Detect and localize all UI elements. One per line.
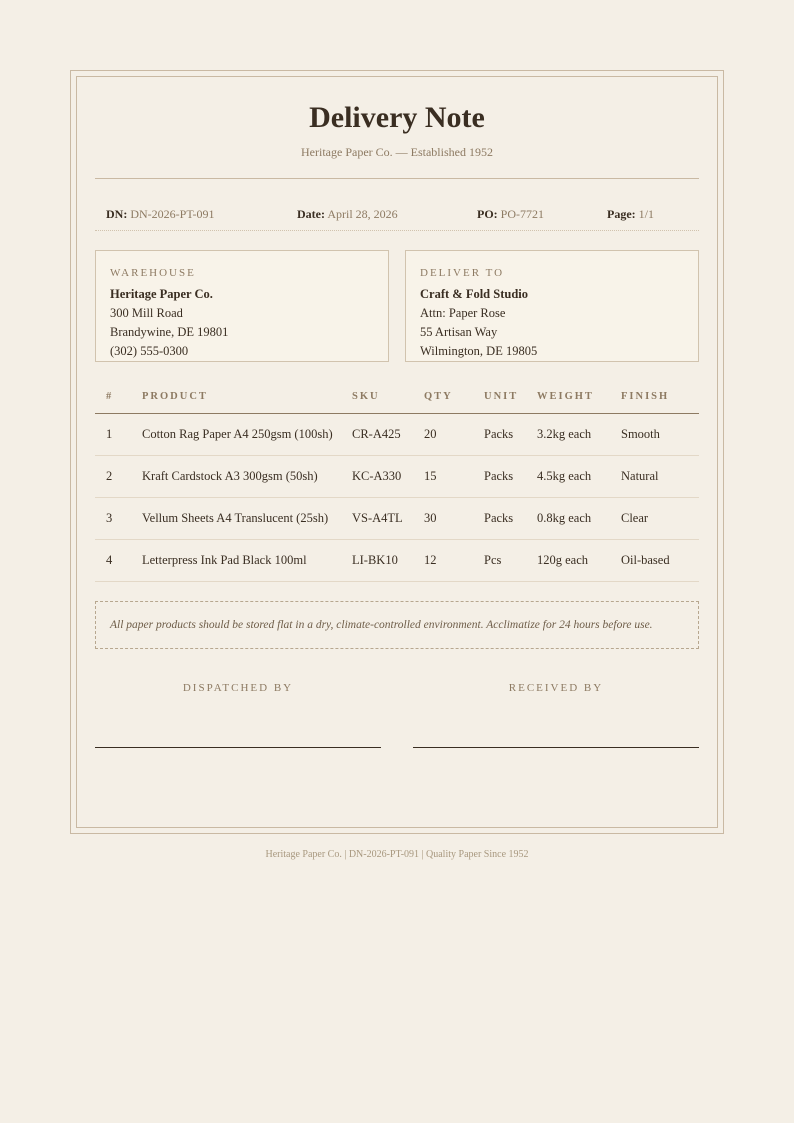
company-subtitle: Heritage Paper Co. — Established 1952 xyxy=(301,145,493,159)
cell-sku: LI-BK10 xyxy=(352,540,424,582)
col-header-weight: WEIGHT xyxy=(537,386,621,414)
deliver-to-line: 55 Artisan Way xyxy=(420,325,498,339)
page-title: Delivery Note xyxy=(309,101,485,134)
deliver-to-line: Wilmington, DE 19805 xyxy=(420,344,538,358)
col-header-sku: SKU xyxy=(352,386,424,414)
meta-date: Date: April 28, 2026 xyxy=(297,207,398,221)
cell-number: 1 xyxy=(95,414,142,456)
col-header-product: PRODUCT xyxy=(142,386,352,414)
signature-section xyxy=(95,682,699,748)
table-row xyxy=(95,456,699,498)
warehouse-name: Heritage Paper Co. xyxy=(110,287,213,301)
received-signature xyxy=(413,682,699,748)
cell-finish: Natural xyxy=(621,456,699,498)
received-signature-line[interactable] xyxy=(413,694,699,748)
cell-finish: Oil-based xyxy=(621,540,699,582)
storage-note: All paper products should be stored flat in a dry, climate-controlled environment. Acclimatize for 24 hours before use. xyxy=(95,601,699,649)
dispatched-signature-line[interactable] xyxy=(95,694,381,748)
table-row xyxy=(95,540,699,582)
dispatched-signature xyxy=(95,682,381,748)
cell-weight: 4.5kg each xyxy=(537,456,621,498)
cell-number: 2 xyxy=(95,456,142,498)
deliver-to-line: Attn: Paper Rose xyxy=(420,306,506,320)
cell-unit: Packs xyxy=(484,456,537,498)
header-divider xyxy=(95,178,699,179)
meta-bar xyxy=(95,207,699,231)
col-header-unit: UNIT xyxy=(484,386,537,414)
dispatched-by-label: DISPATCHED BY xyxy=(182,682,294,694)
cell-unit: Pcs xyxy=(484,540,537,582)
cell-sku: KC-A330 xyxy=(352,456,424,498)
warehouse-box xyxy=(95,250,389,362)
col-header-finish: FINISH xyxy=(621,386,699,414)
cell-finish: Smooth xyxy=(621,414,699,456)
cell-product: Kraft Cardstock A3 300gsm (50sh) xyxy=(142,456,352,498)
cell-sku: CR-A425 xyxy=(352,414,424,456)
cell-weight: 3.2kg each xyxy=(537,414,621,456)
cell-qty: 12 xyxy=(424,540,484,582)
cell-number: 4 xyxy=(95,540,142,582)
warehouse-line: (302) 555-0300 xyxy=(110,344,189,358)
warehouse-label: WAREHOUSE xyxy=(110,267,196,279)
warehouse-line: 300 Mill Road xyxy=(110,306,183,320)
cell-finish: Clear xyxy=(621,498,699,540)
table-row xyxy=(95,498,699,540)
col-header-number: # xyxy=(95,386,142,414)
cell-qty: 20 xyxy=(424,414,484,456)
delivery-note xyxy=(95,76,699,748)
cell-product: Letterpress Ink Pad Black 100ml xyxy=(142,540,352,582)
cell-number: 3 xyxy=(95,498,142,540)
items-table xyxy=(95,386,699,582)
cell-product: Vellum Sheets A4 Translucent (25sh) xyxy=(142,498,352,540)
table-row xyxy=(95,414,699,456)
address-section xyxy=(95,250,699,362)
cell-unit: Packs xyxy=(484,414,537,456)
cell-qty: 15 xyxy=(424,456,484,498)
cell-weight: 0.8kg each xyxy=(537,498,621,540)
cell-qty: 30 xyxy=(424,498,484,540)
meta-page: Page: 1/1 xyxy=(607,207,654,221)
col-header-qty: QTY xyxy=(424,386,484,414)
warehouse-line: Brandywine, DE 19801 xyxy=(110,325,229,339)
cell-unit: Packs xyxy=(484,498,537,540)
deliver-to-label: DELIVER TO xyxy=(420,267,505,279)
deliver-to-box xyxy=(405,250,699,362)
table-header-row xyxy=(95,386,699,414)
received-by-label: RECEIVED BY xyxy=(508,682,604,694)
meta-dn: DN: DN-2026-PT-091 xyxy=(106,207,215,221)
cell-weight: 120g each xyxy=(537,540,621,582)
cell-sku: VS-A4TL xyxy=(352,498,424,540)
deliver-to-name: Craft & Fold Studio xyxy=(420,287,528,301)
cell-product: Cotton Rag Paper A4 250gsm (100sh) xyxy=(142,414,352,456)
meta-po: PO: PO-7721 xyxy=(477,207,545,221)
page-footer: Heritage Paper Co. | DN-2026-PT-091 | Quality Paper Since 1952 xyxy=(265,849,529,860)
